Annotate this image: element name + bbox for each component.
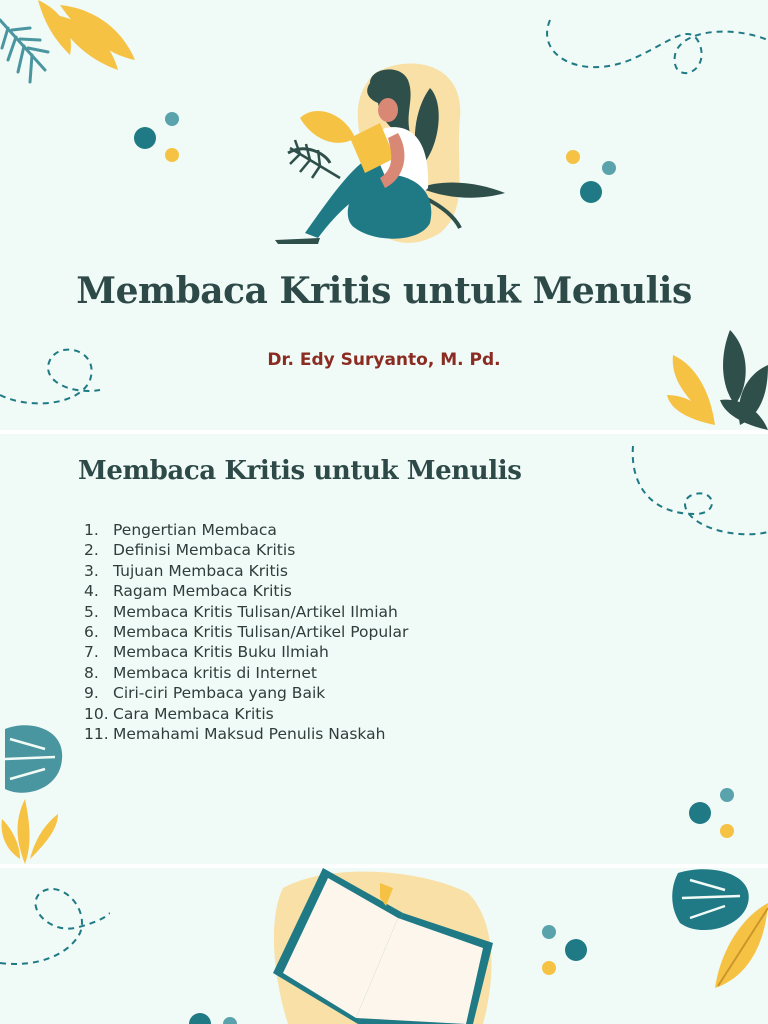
dashed-swirl-top-right: [540, 15, 768, 85]
list-item: [84, 540, 408, 560]
contents-slide: [0, 434, 768, 864]
dots-decoration-bottom-left: [185, 1008, 245, 1024]
table-of-contents-list: [84, 520, 408, 744]
list-item: [84, 622, 408, 642]
list-item-number: 11.: [84, 724, 109, 743]
list-item-number: 10.: [84, 704, 109, 723]
list-item: [84, 704, 408, 724]
woman-reading-illustration: [270, 58, 510, 248]
list-item-number: 2.: [84, 541, 99, 560]
list-item: [84, 642, 408, 662]
list-item-text: Ciri-ciri Pembaca yang Baik: [113, 684, 326, 703]
list-item-text: Membaca Kritis Tulisan/Artikel Popular: [113, 622, 409, 641]
leaves-decoration-top-left: [0, 0, 150, 95]
list-item-number: 4.: [84, 582, 99, 601]
list-item-number: 3.: [84, 561, 99, 580]
author-name: Dr. Edy Suryanto, M. Pd.: [267, 350, 501, 370]
partial-slide: [0, 868, 768, 1024]
dots-decoration-bottom-right: [680, 784, 750, 844]
list-item-text: Membaca Kritis Buku Ilmiah: [113, 643, 329, 662]
list-item: [84, 602, 408, 622]
title-slide: [0, 0, 768, 430]
open-book-illustration: [268, 868, 498, 1024]
list-item-number: 5.: [84, 602, 99, 621]
list-item: [84, 683, 408, 703]
list-item-text: Definisi Membaca Kritis: [113, 541, 296, 560]
list-item: [84, 520, 408, 540]
list-item-text: Memahami Maksud Penulis Naskah: [113, 724, 386, 743]
monstera-leaf-decoration-left: [0, 719, 70, 864]
list-item: [84, 724, 408, 744]
list-item-text: Membaca Kritis Tulisan/Artikel Ilmiah: [113, 602, 398, 621]
list-item-number: 1.: [84, 521, 99, 539]
list-item-text: Membaca kritis di Internet: [113, 663, 317, 682]
dots-decoration-bottom: [535, 918, 595, 978]
dashed-swirl-left: [0, 873, 110, 973]
dashed-swirl-top-right: [625, 444, 768, 544]
dots-decoration-left: [130, 108, 190, 168]
list-item-text: Ragam Membaca Kritis: [113, 582, 292, 601]
list-item-number: 8.: [84, 663, 99, 682]
monstera-leaf-decoration-right: [670, 868, 768, 998]
dots-decoration-right: [560, 145, 630, 210]
list-item-number: 7.: [84, 643, 99, 662]
list-item: [84, 561, 408, 581]
list-item: [84, 663, 408, 683]
list-item-number: 6.: [84, 622, 99, 641]
contents-heading: Membaca Kritis untuk Menulis: [78, 456, 522, 486]
list-item-text: Cara Membaca Kritis: [113, 704, 274, 723]
list-item: [84, 581, 408, 601]
leaves-decoration-right: [665, 325, 768, 430]
list-item-text: Tujuan Membaca Kritis: [113, 561, 288, 580]
list-item-number: 9.: [84, 684, 99, 703]
presentation-title: Membaca Kritis untuk Menulis: [76, 270, 692, 312]
list-item-text: Pengertian Membaca: [113, 521, 277, 539]
